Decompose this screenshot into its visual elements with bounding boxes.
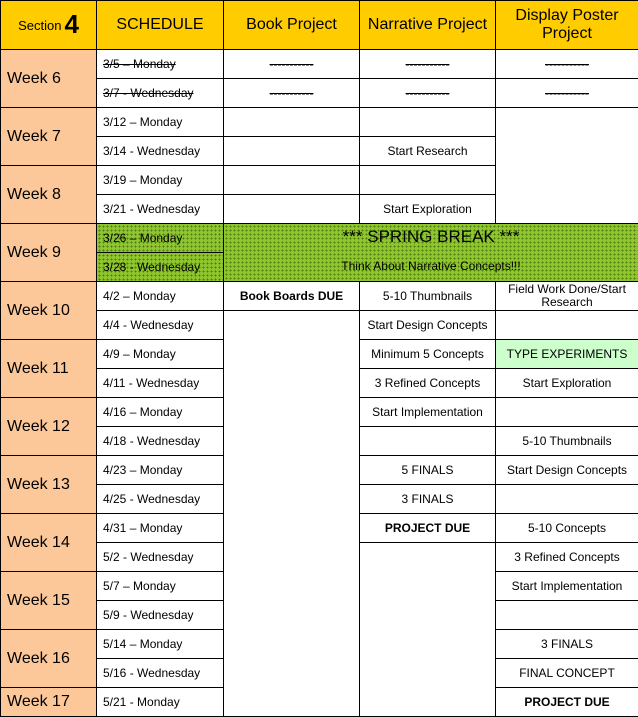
date-cell: 5/2 - Wednesday bbox=[97, 543, 224, 572]
section-header bbox=[1, 1, 97, 50]
book-cell bbox=[224, 137, 360, 166]
week-label: Week 12 bbox=[1, 398, 97, 456]
date-cell: 3/26 – Monday bbox=[97, 224, 224, 253]
poster-cell: FINAL CONCEPT bbox=[496, 659, 638, 688]
poster-cell: ----------- bbox=[496, 79, 638, 108]
date-cell: 3/28 - Wednesday bbox=[97, 253, 224, 282]
narrative-cell: Minimum 5 Concepts bbox=[360, 340, 496, 369]
week-label: Week 14 bbox=[1, 514, 97, 572]
section-label: Section bbox=[18, 18, 62, 33]
week-label: Week 8 bbox=[1, 166, 97, 224]
section-number: 4 bbox=[64, 9, 79, 39]
header-row bbox=[1, 1, 638, 50]
week-label: Week 17 bbox=[1, 688, 97, 717]
book-cell: Book Boards DUE bbox=[224, 282, 360, 311]
date-cell: 4/31 – Monday bbox=[97, 514, 224, 543]
date-cell: 5/9 - Wednesday bbox=[97, 601, 224, 630]
week-label: Week 11 bbox=[1, 340, 97, 398]
date-cell: 4/9 – Monday bbox=[97, 340, 224, 369]
narrative-cell: 3 FINALS bbox=[360, 485, 496, 514]
date-cell: 5/14 – Monday bbox=[97, 630, 224, 659]
book-cell-empty bbox=[224, 311, 360, 717]
narrative-cell: Start Research bbox=[360, 137, 496, 166]
poster-cell bbox=[496, 601, 638, 630]
narrative-cell: 3 Refined Concepts bbox=[360, 369, 496, 398]
book-cell bbox=[224, 195, 360, 224]
narrative-cell bbox=[360, 108, 496, 137]
week-label: Week 15 bbox=[1, 572, 97, 630]
table-row bbox=[1, 311, 638, 340]
date-cell: 3/12 – Monday bbox=[97, 108, 224, 137]
spring-break-title: *** SPRING BREAK *** bbox=[342, 226, 520, 246]
poster-cell: 5-10 Thumbnails bbox=[496, 427, 638, 456]
book-project-header: Book Project bbox=[224, 1, 360, 50]
date-cell: 5/16 - Wednesday bbox=[97, 659, 224, 688]
date-cell: 4/16 – Monday bbox=[97, 398, 224, 427]
poster-cell: ----------- bbox=[496, 50, 638, 79]
poster-cell-type-experiments: TYPE EXPERIMENTS bbox=[496, 340, 638, 369]
narrative-cell: ----------- bbox=[360, 79, 496, 108]
date-cell: 3/19 – Monday bbox=[97, 166, 224, 195]
spring-break-banner bbox=[224, 224, 638, 282]
date-cell: 4/4 - Wednesday bbox=[97, 311, 224, 340]
narrative-cell: 5-10 Thumbnails bbox=[360, 282, 496, 311]
book-cell: ----------- bbox=[224, 79, 360, 108]
week-label: Week 13 bbox=[1, 456, 97, 514]
poster-cell: Start Exploration bbox=[496, 369, 638, 398]
narrative-cell: ----------- bbox=[360, 50, 496, 79]
poster-cell: Field Work Done/Start Research bbox=[496, 282, 638, 311]
poster-cell: PROJECT DUE bbox=[496, 688, 638, 717]
book-cell bbox=[224, 166, 360, 195]
narrative-cell: Start Design Concepts bbox=[360, 311, 496, 340]
narrative-cell bbox=[360, 166, 496, 195]
poster-cell bbox=[496, 485, 638, 514]
table-row bbox=[1, 224, 638, 253]
week-label: Week 16 bbox=[1, 630, 97, 688]
date-cell: 3/14 - Wednesday bbox=[97, 137, 224, 166]
poster-cell: Start Implementation bbox=[496, 572, 638, 601]
date-cell: 3/5 – Monday bbox=[97, 50, 224, 79]
narrative-cell bbox=[360, 427, 496, 456]
date-cell: 4/11 - Wednesday bbox=[97, 369, 224, 398]
poster-cell bbox=[496, 108, 638, 224]
date-cell: 4/23 – Monday bbox=[97, 456, 224, 485]
table-row bbox=[1, 50, 638, 79]
table-row bbox=[1, 108, 638, 137]
table-row bbox=[1, 282, 638, 311]
date-cell: 5/21 - Monday bbox=[97, 688, 224, 717]
book-cell bbox=[224, 108, 360, 137]
narrative-cell: 5 FINALS bbox=[360, 456, 496, 485]
narrative-project-header: Narrative Project bbox=[360, 1, 496, 50]
week-label: Week 7 bbox=[1, 108, 97, 166]
week-label: Week 6 bbox=[1, 50, 97, 108]
book-cell: ----------- bbox=[224, 50, 360, 79]
poster-cell: 3 FINALS bbox=[496, 630, 638, 659]
narrative-cell: Start Implementation bbox=[360, 398, 496, 427]
poster-cell bbox=[496, 311, 638, 340]
poster-cell: Start Design Concepts bbox=[496, 456, 638, 485]
date-cell: 3/21 - Wednesday bbox=[97, 195, 224, 224]
narrative-cell-empty bbox=[360, 543, 496, 717]
week-label: Week 9 bbox=[1, 224, 97, 282]
date-cell: 3/7 - Wednesday bbox=[97, 79, 224, 108]
table-row bbox=[1, 79, 638, 108]
poster-cell: 3 Refined Concepts bbox=[496, 543, 638, 572]
display-poster-header: Display Poster Project bbox=[496, 1, 638, 50]
narrative-cell: Start Exploration bbox=[360, 195, 496, 224]
week-label: Week 10 bbox=[1, 282, 97, 340]
narrative-cell: PROJECT DUE bbox=[360, 514, 496, 543]
schedule-header: SCHEDULE bbox=[97, 1, 224, 50]
date-cell: 4/2 – Monday bbox=[97, 282, 224, 311]
date-cell: 4/18 - Wednesday bbox=[97, 427, 224, 456]
date-cell: 5/7 – Monday bbox=[97, 572, 224, 601]
spring-break-subtitle: Think About Narrative Concepts!!! bbox=[341, 258, 521, 273]
date-cell: 4/25 - Wednesday bbox=[97, 485, 224, 514]
poster-cell bbox=[496, 398, 638, 427]
poster-cell: 5-10 Concepts bbox=[496, 514, 638, 543]
